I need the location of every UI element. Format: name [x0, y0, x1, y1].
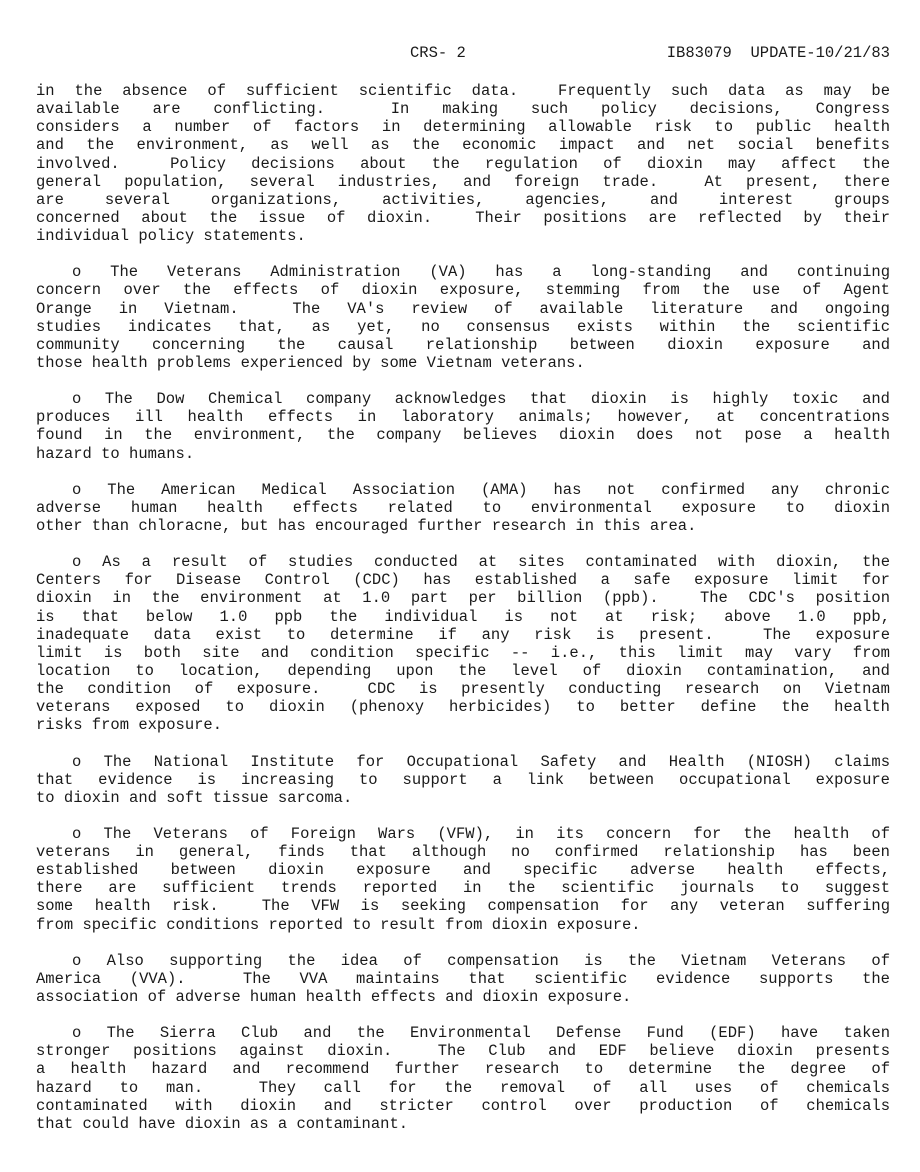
- text-line: stronger positions against dioxin. The Club and EDF believe dioxin presents: [36, 1042, 890, 1061]
- text-line: studies indicates that, as yet, no consensus exists within the scientific: [36, 317, 890, 336]
- document-page: [36, 42, 890, 1133]
- text-line: hazard to humans.: [36, 444, 195, 463]
- text-line: is that below 1.0 ppb the individual is not at risk; above 1.0 ppb,: [36, 607, 890, 626]
- text-line: to dioxin and soft tissue sarcoma.: [36, 788, 353, 807]
- text-line: that evidence is increasing to support a link between occupational exposure: [36, 770, 890, 789]
- text-line: o The Veterans Administration (VA) has a long-standing and continuing: [72, 263, 890, 282]
- text-line: o Also supporting the idea of compensation is the Vietnam Veterans of: [72, 951, 890, 970]
- text-line: are several organizations, activities, agencies, and interest groups: [36, 190, 890, 209]
- policy-statement-paragraph: [36, 481, 890, 535]
- text-line: o As a result of studies conducted at sites contaminated with dioxin, the: [72, 553, 890, 572]
- text-line: inadequate data exist to determine if any risk is present. The exposure: [36, 625, 890, 644]
- document-body: [36, 82, 890, 1133]
- policy-statement-paragraph: [36, 390, 890, 463]
- text-line: from specific conditions reported to result from dioxin exposure.: [36, 915, 641, 934]
- text-line: concerned about the issue of dioxin. Their positions are reflected by their: [36, 208, 890, 227]
- text-line: concern over the effects of dioxin exposure, stemming from the use of Agent: [36, 281, 890, 300]
- text-line: the condition of exposure. CDC is presently conducting research on Vietnam: [36, 680, 890, 699]
- text-line: Centers for Disease Control (CDC) has established a safe exposure limit for: [36, 571, 890, 590]
- text-line: produces ill health effects in laboratory animals; however, at concentrations: [36, 408, 890, 427]
- text-line: contaminated with dioxin and stricter control over production of chemicals: [36, 1096, 890, 1115]
- policy-statement-paragraph: [36, 553, 890, 734]
- text-line: and the environment, as well as the economic impact and net social benefits: [36, 136, 890, 155]
- policy-statement-paragraph: [36, 952, 890, 1006]
- text-line: established between dioxin exposure and specific adverse health effects,: [36, 861, 890, 880]
- text-line: community concerning the causal relationship between dioxin exposure and: [36, 335, 890, 354]
- text-line: available are conflicting. In making such policy decisions, Congress: [36, 100, 890, 119]
- text-line: hazard to man. They call for the removal of all uses of chemicals: [36, 1078, 890, 1097]
- text-line: other than chloracne, but has encouraged further research in this area.: [36, 516, 697, 535]
- text-line: veterans in general, finds that although no confirmed relationship has been: [36, 843, 890, 862]
- text-line: dioxin in the environment at 1.0 part per billion (ppb). The CDC's position: [36, 589, 890, 608]
- text-line: o The Sierra Club and the Environmental Defense Fund (EDF) have taken: [72, 1024, 890, 1043]
- text-line: that could have dioxin as a contaminant.: [36, 1114, 409, 1133]
- policy-statement-paragraph: [36, 825, 890, 934]
- text-line: risks from exposure.: [36, 716, 223, 735]
- text-line: found in the environment, the company believes dioxin does not pose a health: [36, 426, 890, 445]
- text-line: some health risk. The VFW is seeking compensation for any veteran suffering: [36, 897, 890, 916]
- page-number: CRS- 2: [410, 44, 466, 62]
- text-line: a health hazard and recommend further research to determine the degree of: [36, 1060, 890, 1079]
- policy-statement-paragraph: [36, 1024, 890, 1133]
- text-line: adverse human health effects related to environmental exposure to dioxin: [36, 498, 890, 517]
- policy-statement-paragraph: [36, 753, 890, 807]
- document-id-and-update-date: IB83079 UPDATE-10/21/83: [666, 44, 890, 62]
- text-line: association of adverse human health effects and dioxin exposure.: [36, 988, 632, 1007]
- policy-statement-paragraph: [36, 263, 890, 372]
- text-line: Orange in Vietnam. The VA's review of available literature and ongoing: [36, 299, 890, 318]
- text-line: o The Dow Chemical company acknowledges that dioxin is highly toxic and: [72, 390, 890, 409]
- text-line: location to location, depending upon the level of dioxin contamination, and: [36, 661, 890, 680]
- text-line: o The American Medical Association (AMA) has not confirmed any chronic: [72, 480, 890, 499]
- text-line: individual policy statements.: [36, 227, 306, 246]
- text-line: general population, several industries, and foreign trade. At present, there: [36, 172, 890, 191]
- intro-paragraph: [36, 82, 890, 245]
- text-line: there are sufficient trends reported in the scientific journals to suggest: [36, 879, 890, 898]
- text-line: in the absence of sufficient scientific data. Frequently such data as may be: [36, 82, 890, 100]
- text-line: limit is both site and condition specific -- i.e., this limit may vary from: [36, 643, 890, 662]
- text-line: veterans exposed to dioxin (phenoxy herbicides) to better define the health: [36, 698, 890, 717]
- page-header: [36, 42, 890, 64]
- text-line: o The National Institute for Occupational Safety and Health (NIOSH) claims: [72, 752, 890, 771]
- text-line: America (VVA). The VVA maintains that scientific evidence supports the: [36, 969, 890, 988]
- text-line: o The Veterans of Foreign Wars (VFW), in its concern for the health of: [72, 824, 890, 843]
- text-line: those health problems experienced by some Vietnam veterans.: [36, 353, 585, 372]
- text-line: involved. Policy decisions about the regulation of dioxin may affect the: [36, 154, 890, 173]
- text-line: considers a number of factors in determining allowable risk to public health: [36, 118, 890, 137]
